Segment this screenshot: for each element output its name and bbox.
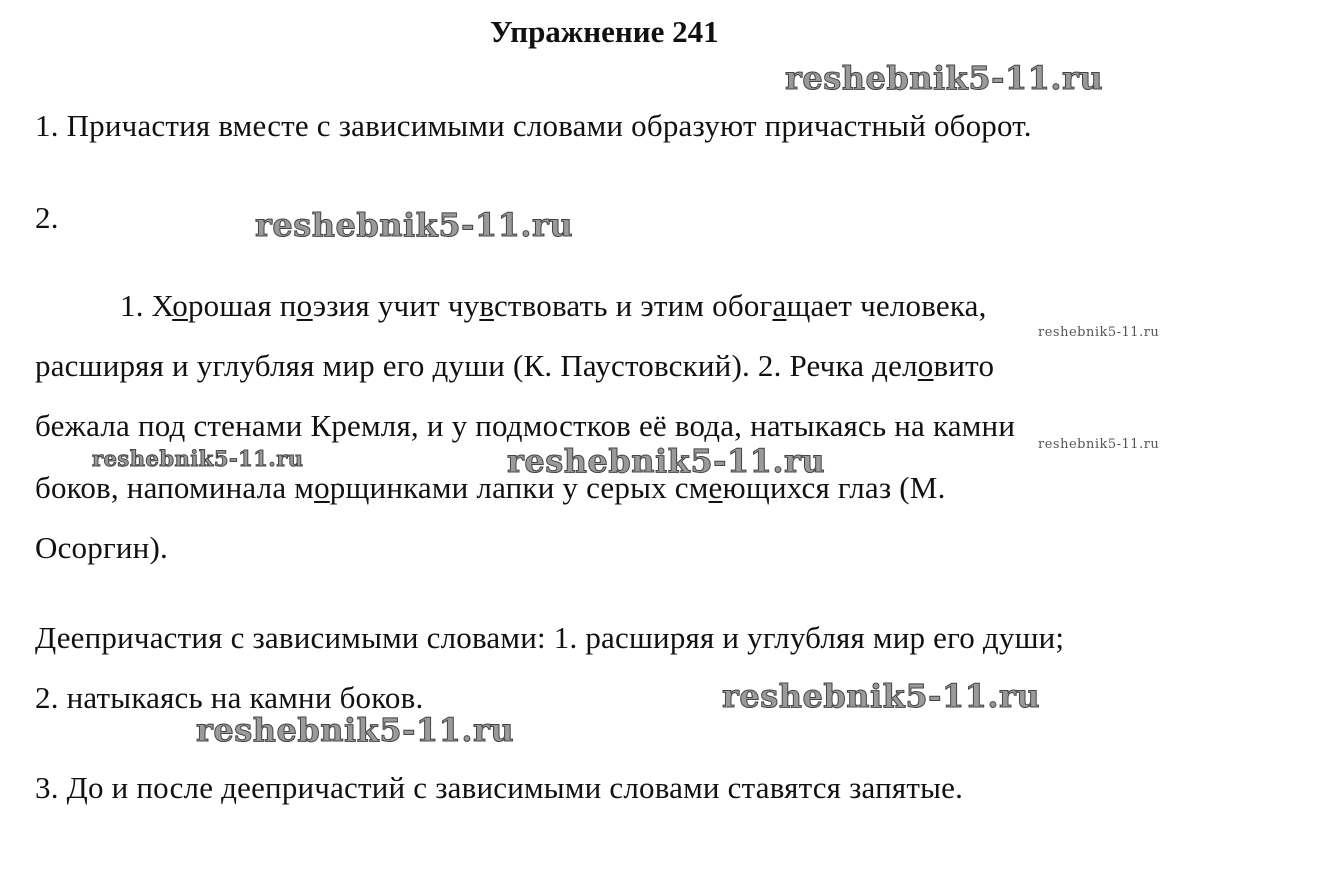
text-line-2 [35,348,994,384]
exercise-title: Упражнение 241 [490,14,719,49]
underlined-vowel: а [772,288,787,323]
answer-item-2-number: 2. [35,200,59,235]
text-fragment: боков, напоминала м [35,470,315,505]
watermark: reshebnik5-11.ru [722,677,1041,715]
underlined-vowel: о [172,288,188,323]
text-fragment: 1. Х [120,288,173,323]
text-fragment: расширяя и углубляя мир его души (К. Паустовский). 2. Речка дел [35,348,918,383]
underlined-letter: в [479,288,494,323]
text-line-1 [120,288,987,324]
answer-item-3: 3. До и после деепричастий с зависимыми словами ставятся запятые. [35,770,964,805]
watermark: reshebnik5-11.ru [1038,437,1160,452]
underlined-vowel: о [917,348,934,383]
underlined-vowel: о [296,288,313,323]
text-line-3: бежала под стенами Кремля, и у подмостков её вода, натыкаясь на камни [35,408,1016,443]
text-fragment: ющихся глаз (М. [722,470,946,505]
watermark: reshebnik5-11.ru [92,446,304,471]
underlined-vowel: о [314,470,330,505]
answer-item-1: 1. Причастия вместе с зависимыми словами образуют причастный оборот. [35,108,1032,143]
watermark: reshebnik5-11.ru [1038,325,1160,340]
gerunds-line-1: Деепричастия с зависимыми словами: 1. расширяя и углубляя мир его души; [35,620,1065,655]
text-fragment: вито [933,348,995,383]
watermark: reshebnik5-11.ru [507,442,826,480]
text-fragment: эзия учит чу [312,288,480,323]
text-fragment: щает человека, [786,288,987,323]
text-fragment: ствовать и этим обог [493,288,773,323]
text-fragment: рошая п [187,288,297,323]
watermark: reshebnik5-11.ru [255,206,574,244]
text-fragment: рщинками лапки у серых см [329,470,709,505]
watermark: reshebnik5-11.ru [196,711,515,749]
underlined-vowel: е [708,470,723,505]
text-line-4 [35,470,946,506]
watermark: reshebnik5-11.ru [785,59,1104,97]
text-line-5: Осоргин). [35,530,168,565]
gerunds-line-2: 2. натыкаясь на камни боков. [35,680,424,715]
